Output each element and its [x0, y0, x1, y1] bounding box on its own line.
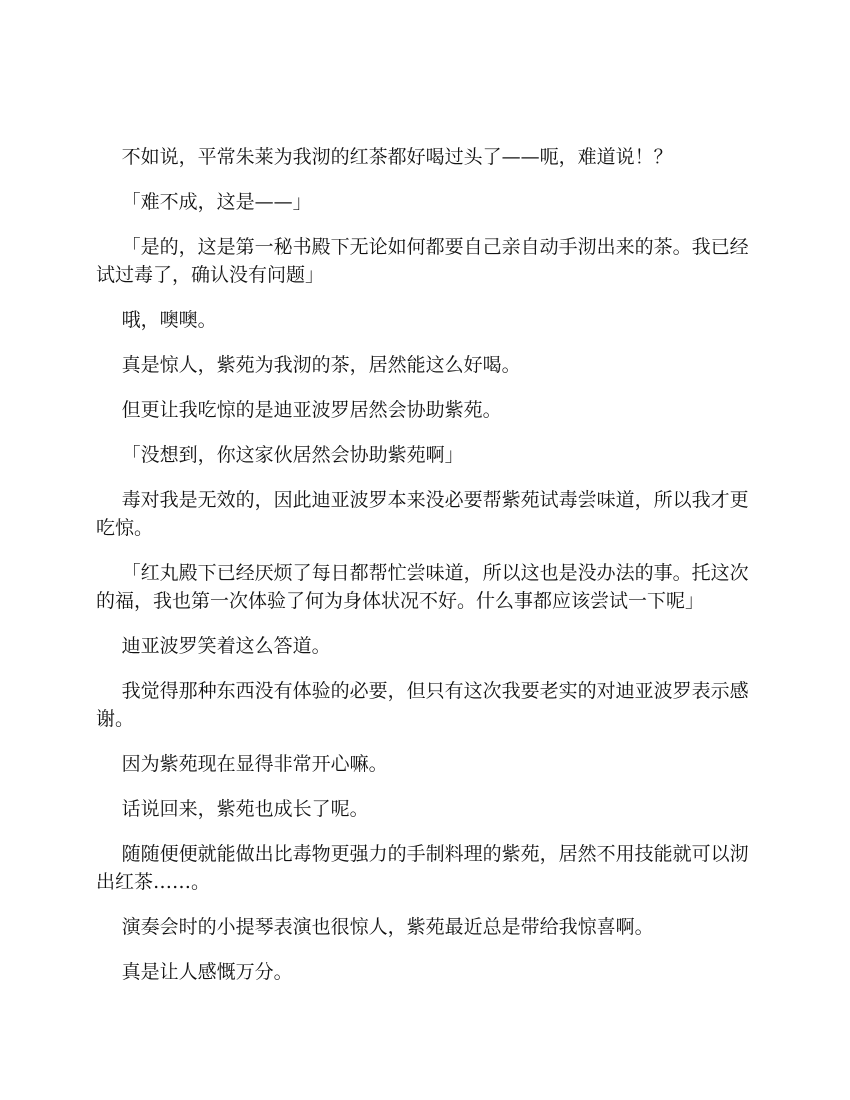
paragraph-13: 话说回来，紫苑也成长了呢。 — [121, 798, 369, 820]
paragraph-5: 真是惊人，紫苑为我沏的茶，居然能这么好喝。 — [121, 354, 521, 376]
paragraph-11: 我觉得那种东西没有体验的必要，但只有这次我要老实的对迪亚波罗表示感谢。 — [96, 680, 749, 730]
paragraph-15: 演奏会时的小提琴表演也很惊人，紫苑最近总是带给我惊喜啊。 — [121, 916, 654, 938]
paragraph-1: 不如说，平常朱莱为我沏的红茶都好喝过头了——呃，难道说！？ — [121, 146, 673, 168]
paragraph-9: 「红丸殿下已经厌烦了每日都帮忙尝味道，所以这也是没办法的事。托这次的福，我也第一次体验了何为身体状况不好。什么事都应该尝试一下呢」 — [96, 562, 749, 612]
paragraph-16: 真是让人感慨万分。 — [121, 961, 293, 983]
paragraph-10: 迪亚波罗笑着这么答道。 — [121, 635, 331, 657]
paragraph-7: 「没想到，你这家伙居然会协助紫苑啊」 — [121, 444, 464, 466]
paragraph-4: 哦，噢噢。 — [121, 309, 217, 331]
paragraph-8: 毒对我是无效的，因此迪亚波罗本来没必要帮紫苑试毒尝味道，所以我才更吃惊。 — [96, 489, 749, 539]
document-page — [96, 143, 756, 1003]
paragraph-2: 「难不成，这是——」 — [121, 191, 312, 213]
paragraph-3: 「是的，这是第一秘书殿下无论如何都要自己亲自动手沏出来的茶。我已经试过毒了，确认没有问题」 — [96, 236, 749, 286]
paragraph-14: 随随便便就能做出比毒物更强力的手制料理的紫苑，居然不用技能就可以沏出红茶……。 — [96, 843, 749, 893]
paragraph-12: 因为紫苑现在显得非常开心嘛。 — [121, 753, 388, 775]
paragraph-6: 但更让我吃惊的是迪亚波罗居然会协助紫苑。 — [121, 399, 502, 421]
